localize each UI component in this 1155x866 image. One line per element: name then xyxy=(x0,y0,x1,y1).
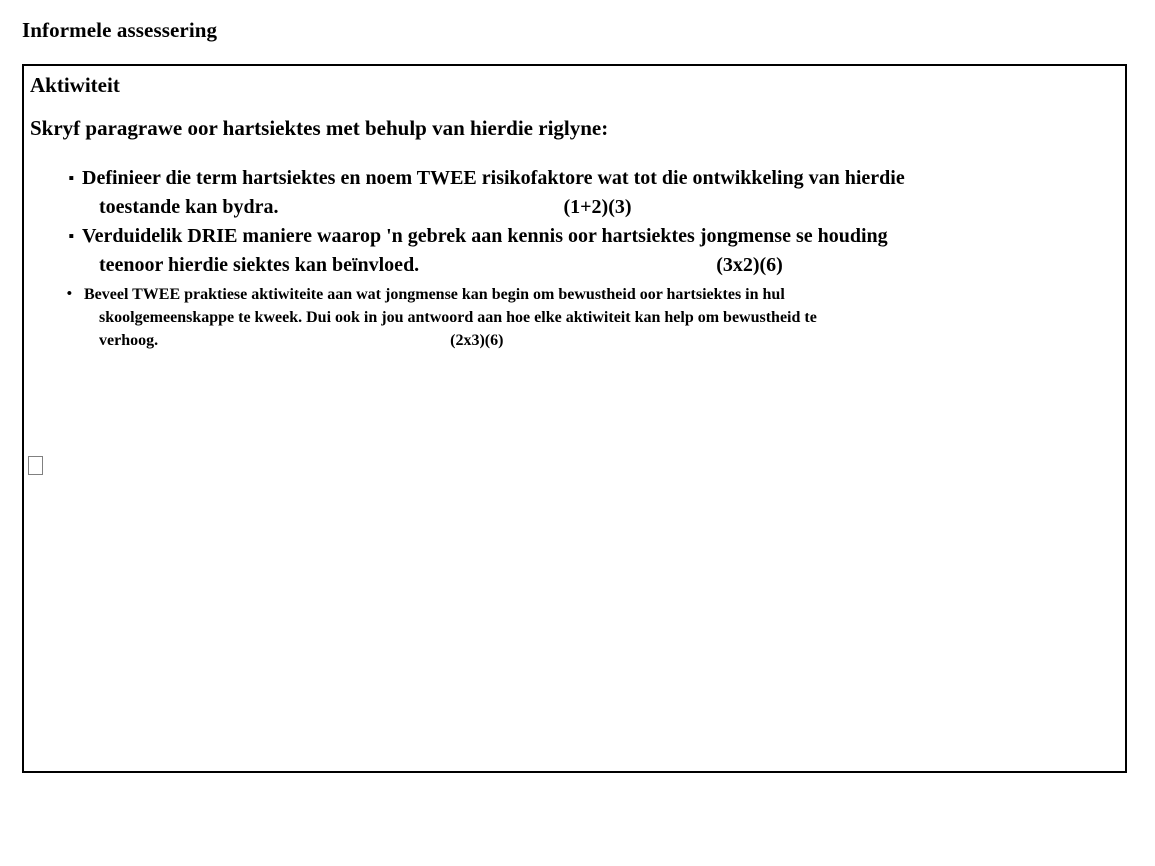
square-bullet-icon: ▪ xyxy=(68,170,74,187)
activity-box xyxy=(22,64,1127,773)
page-title: Informele assessering xyxy=(22,18,218,42)
list-item xyxy=(24,283,1125,352)
list-item-line-text: toestande kan bydra. xyxy=(99,196,279,218)
list-item xyxy=(24,222,1125,280)
list-item-text xyxy=(84,283,1125,352)
marks-allocation: (3x2)(6) xyxy=(716,254,783,276)
activity-bullet-list xyxy=(24,164,1125,352)
list-item-line: Definieer die term hartsiektes en noem TWEE risikofaktore wat tot die ontwikkeling van hierdie xyxy=(82,167,905,189)
activity-heading: Aktiwiteit xyxy=(30,73,120,97)
list-item-text xyxy=(82,222,1125,280)
round-bullet-icon: • xyxy=(66,286,72,302)
activity-box-content xyxy=(24,66,1125,771)
list-item-line: Beveel TWEE praktiese aktiwiteite aan wat jongmense kan begin om bewustheid oor hartsiektes in hul xyxy=(84,286,785,303)
list-item-line xyxy=(82,193,1125,222)
marks-allocation: (2x3)(6) xyxy=(450,332,504,349)
activity-instruction: Skryf paragrawe oor hartsiektes met behulp van hierdie riglyne: xyxy=(30,116,609,140)
list-item-line xyxy=(82,251,1125,280)
marks-allocation: (1+2)(3) xyxy=(563,196,632,218)
list-item-line: skoolgemeenskappe te kweek. Dui ook in jou antwoord aan hoe elke aktiwiteit kan help om bewustheid te xyxy=(99,309,817,326)
list-item-line-text: teenoor hierdie siektes kan beïnvloed. xyxy=(99,254,420,276)
list-item-line-text: verhoog. xyxy=(99,332,159,349)
list-item xyxy=(24,164,1125,222)
square-bullet-icon: ▪ xyxy=(68,228,74,245)
broken-image-placeholder-icon xyxy=(28,456,43,475)
list-item-line xyxy=(84,329,1125,352)
list-item-text xyxy=(82,164,1125,222)
list-item-line: Verduidelik DRIE maniere waarop 'n gebrek aan kennis oor hartsiektes jongmense se houding xyxy=(82,225,888,247)
